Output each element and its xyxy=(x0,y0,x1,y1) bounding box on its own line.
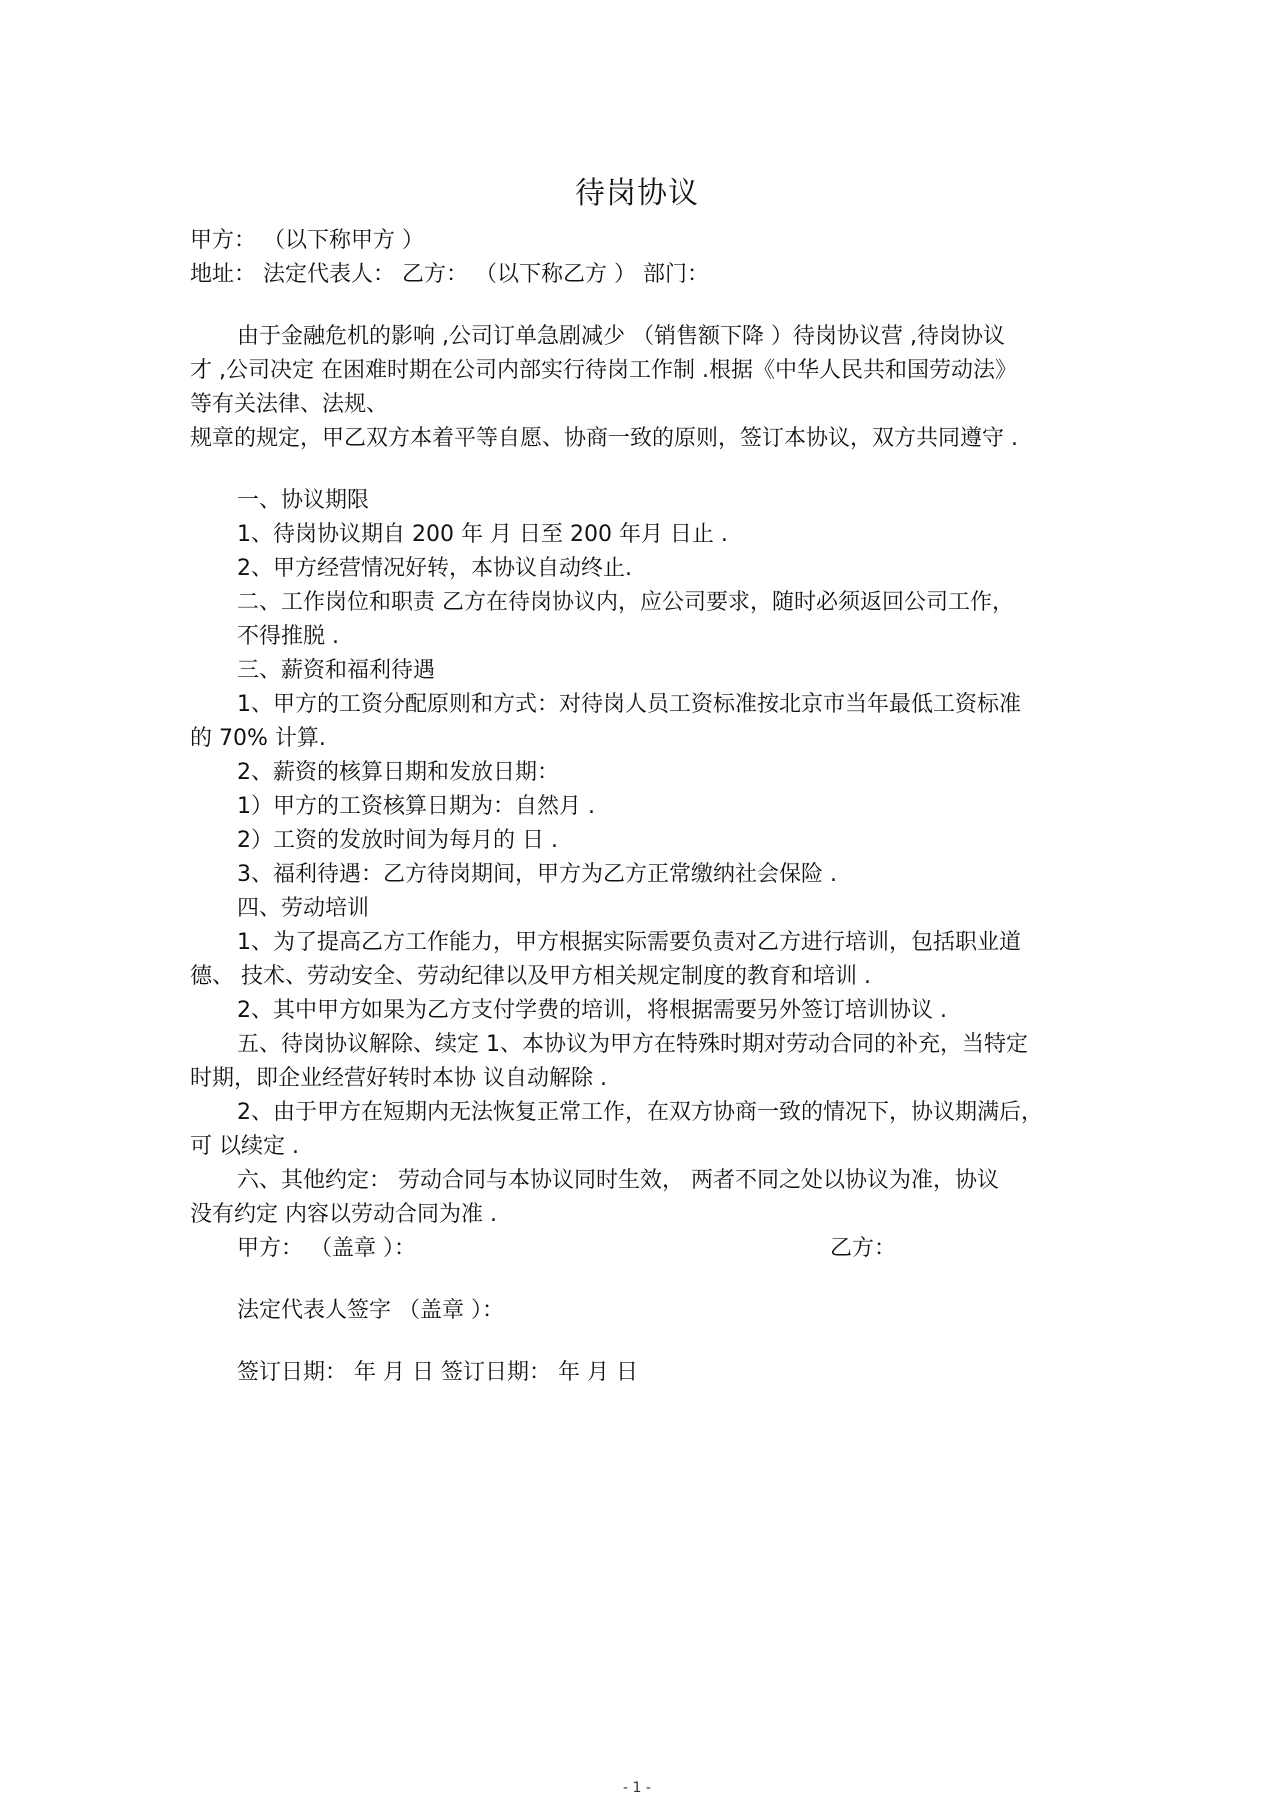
section-3-title: 三、薪资和福利待遇 xyxy=(237,658,436,683)
section-3-item-1a: 1、甲方的工资分配原则和方式：对待岗人员工资标准按北京市当年最低工资标准 xyxy=(237,692,1021,717)
section-3-item-3: 3、福利待遇：乙方待岗期间，甲方为乙方正常缴纳社会保险 . xyxy=(237,862,837,887)
signature-party-b: 乙方： xyxy=(830,1236,897,1261)
intro-line-2: 才 ,公司决定 在困难时期在公司内部实行待岗工作制 .根据《中华人民共和国劳动法》 xyxy=(190,358,1017,383)
intro-line-3: 等有关法律、法规、 xyxy=(190,392,389,417)
section-3-item-2: 2、薪资的核算日期和发放日期： xyxy=(237,760,559,785)
section-3-item-2-1: 1）甲方的工资核算日期为：自然月 . xyxy=(237,794,595,819)
signature-party-a: 甲方： （盖章 ）： xyxy=(237,1236,416,1261)
section-4-item-2: 2、其中甲方如果为乙方支付学费的培训，将根据需要另外签订培训协议 . xyxy=(237,998,947,1023)
section-2-line-1: 二、工作岗位和职责 乙方在待岗协议内，应公司要求，随时必须返回公司工作， xyxy=(237,590,1014,615)
signature-dates: 签订日期： 年 月 日 签订日期： 年 月 日 xyxy=(237,1360,638,1385)
section-4-title: 四、劳动培训 xyxy=(237,896,370,921)
section-5-item-2a: 2、由于甲方在短期内无法恢复正常工作，在双方协商一致的情况下，协议期满后， xyxy=(237,1100,1043,1125)
section-1-item-2: 2、甲方经营情况好转，本协议自动终止. xyxy=(237,556,632,581)
section-2-line-2: 不得推脱 . xyxy=(237,624,339,649)
section-1-title: 一、协议期限 xyxy=(237,488,370,513)
section-4-item-1a: 1、为了提高乙方工作能力，甲方根据实际需要负责对乙方进行培训，包括职业道 xyxy=(237,930,1021,955)
document-title: 待岗协议 xyxy=(575,176,699,211)
section-6-line-1: 六、其他约定： 劳动合同与本协议同时生效， 两者不同之处以协议为准，协议 xyxy=(237,1168,999,1193)
section-4-item-1b: 德、 技术、劳动安全、劳动纪律以及甲方相关规定制度的教育和培训 . xyxy=(190,964,871,989)
address-header: 地址： 法定代表人： 乙方： （以下称乙方 ） 部门： xyxy=(190,262,709,287)
section-1-item-1: 1、待岗协议期自 200 年 月 日至 200 年月 日止 . xyxy=(237,522,728,547)
section-3-item-1b: 的 70% 计算. xyxy=(190,726,326,751)
section-5-line-2: 时期，即企业经营好转时本协 议自动解除 . xyxy=(190,1066,607,1091)
party-a-header: 甲方： （以下称甲方 ） xyxy=(190,228,424,253)
section-3-item-2-2: 2）工资的发放时间为每月的 日 . xyxy=(237,828,558,853)
section-6-line-2: 没有约定 内容以劳动合同为准 . xyxy=(190,1202,497,1227)
intro-line-1: 由于金融危机的影响 ,公司订单急剧减少 （销售额下降 ）待岗协议营 ,待岗协议 xyxy=(237,324,1005,349)
section-5-line-1: 五、待岗协议解除、续定 1、本协议为甲方在特殊时期对劳动合同的补充，当特定 xyxy=(237,1032,1028,1057)
section-5-item-2b: 可 以续定 . xyxy=(190,1134,299,1159)
intro-line-4: 规章的规定，甲乙双方本着平等自愿、协商一致的原则，签订本协议，双方共同遵守 . xyxy=(190,426,1018,451)
signature-representative: 法定代表人签字 （盖章 ）： xyxy=(237,1298,504,1323)
page-number: - 1 - xyxy=(623,1780,651,1796)
